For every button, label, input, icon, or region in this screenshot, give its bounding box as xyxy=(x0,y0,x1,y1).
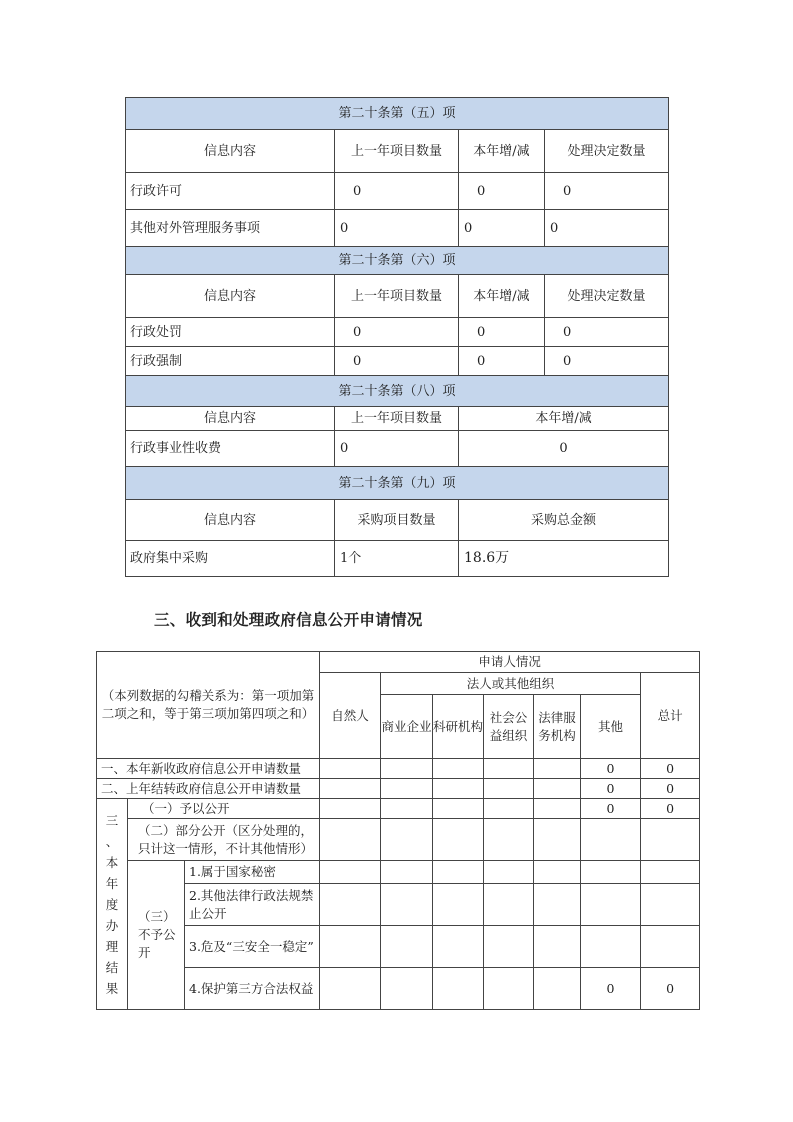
legal-org-header: 法人或其他组织 xyxy=(381,673,641,695)
cell-value: 0 xyxy=(545,173,669,210)
table-row xyxy=(97,968,700,1010)
cell-value xyxy=(581,819,641,861)
cell-value: 18.6万 xyxy=(459,541,669,577)
column-header: 上一年项目数量 xyxy=(335,130,459,173)
cell-value xyxy=(433,926,484,968)
cell-value xyxy=(534,884,581,926)
cell-value xyxy=(484,861,534,884)
cell-value xyxy=(581,884,641,926)
table-row xyxy=(97,884,700,926)
column-header: 信息内容 xyxy=(126,275,335,318)
result-group-text: 三 、 本 年 度 办 理 结 果 xyxy=(105,812,119,996)
cell-value: 0 xyxy=(581,968,641,1010)
header-row xyxy=(126,130,669,173)
cell-value: 1个 xyxy=(335,541,459,577)
column-header: 本年增/减 xyxy=(459,407,669,431)
cell-value xyxy=(581,861,641,884)
cell-value xyxy=(381,799,433,819)
cell-value xyxy=(534,759,581,779)
column-header: 采购项目数量 xyxy=(335,500,459,541)
table-row xyxy=(97,819,700,861)
row-label: 3.危及“三安全一稳定” xyxy=(185,926,320,968)
cell-value: 0 xyxy=(459,347,545,376)
cell-value xyxy=(320,819,381,861)
table-row xyxy=(126,541,669,577)
cell-value: 0 xyxy=(581,799,641,819)
row-label: （一）予以公开 xyxy=(128,799,320,819)
column-header: 信息内容 xyxy=(126,130,335,173)
column-header: 处理决定数量 xyxy=(545,130,669,173)
section-title-row xyxy=(126,467,669,500)
column-header: 处理决定数量 xyxy=(545,275,669,318)
cell-value xyxy=(381,759,433,779)
cell-value xyxy=(534,799,581,819)
cell-value xyxy=(641,861,700,884)
column-header: 信息内容 xyxy=(126,500,335,541)
cell-value xyxy=(534,779,581,799)
org-col-header: 其他 xyxy=(581,695,641,759)
cell-value xyxy=(433,759,484,779)
cell-value xyxy=(320,799,381,819)
header-row xyxy=(126,275,669,318)
cell-value: 0 xyxy=(545,347,669,376)
cell-value: 0 xyxy=(545,318,669,347)
cell-value xyxy=(484,819,534,861)
cell-value xyxy=(320,884,381,926)
cell-value xyxy=(534,861,581,884)
cell-value xyxy=(484,799,534,819)
org-col-header: 法律服务机构 xyxy=(534,695,581,759)
table-row xyxy=(126,431,669,467)
cell-value xyxy=(381,926,433,968)
cell-value: 0 xyxy=(581,779,641,799)
cell-value: 0 xyxy=(459,173,545,210)
cell-value xyxy=(534,819,581,861)
cell-value: 0 xyxy=(335,431,459,467)
column-header: 本年增/减 xyxy=(459,130,545,173)
natural-person-header: 自然人 xyxy=(320,673,381,759)
table-row xyxy=(126,173,669,210)
column-header: 上一年项目数量 xyxy=(335,275,459,318)
row-label: 行政强制 xyxy=(126,347,335,376)
org-col-header: 社会公益组织 xyxy=(484,695,534,759)
header-row xyxy=(126,500,669,541)
row-label: 二、上年结转政府信息公开申请数量 xyxy=(97,779,320,799)
org-col-header: 商业企业 xyxy=(381,695,433,759)
cell-value: 0 xyxy=(335,173,459,210)
note-cell: （本列数据的勾稽关系为：第一项加第二项之和，等于第三项加第四项之和） xyxy=(97,652,320,759)
cell-value xyxy=(433,779,484,799)
table-row xyxy=(97,926,700,968)
cell-value xyxy=(320,926,381,968)
table-row xyxy=(97,652,700,673)
cell-value xyxy=(381,819,433,861)
cell-value xyxy=(381,779,433,799)
row-label: 行政处罚 xyxy=(126,318,335,347)
section-title: 第二十条第（九）项 xyxy=(126,467,669,500)
cell-value: 0 xyxy=(641,759,700,779)
cell-value xyxy=(484,779,534,799)
cell-value: 0 xyxy=(641,968,700,1010)
cell-value xyxy=(484,968,534,1010)
column-header: 采购总金额 xyxy=(459,500,669,541)
table-row xyxy=(97,799,700,819)
cell-value xyxy=(320,861,381,884)
disclosure-items-table xyxy=(125,97,669,577)
cell-value xyxy=(433,819,484,861)
row-label: 其他对外管理服务事项 xyxy=(126,210,335,247)
cell-value: 0 xyxy=(641,799,700,819)
org-col-header: 科研机构 xyxy=(433,695,484,759)
column-header: 上一年项目数量 xyxy=(335,407,459,431)
no-disclosure-group: （三）不予公开 xyxy=(128,861,185,1010)
row-label: 行政许可 xyxy=(126,173,335,210)
cell-value: 0 xyxy=(545,210,669,247)
cell-value xyxy=(641,819,700,861)
cell-value xyxy=(484,884,534,926)
result-group-label xyxy=(97,799,128,1010)
section-title: 第二十条第（八）项 xyxy=(126,376,669,407)
table-row xyxy=(126,347,669,376)
row-label: 一、本年新收政府信息公开申请数量 xyxy=(97,759,320,779)
cell-value xyxy=(433,968,484,1010)
cell-value: 0 xyxy=(459,210,545,247)
cell-value xyxy=(641,926,700,968)
row-label: 1.属于国家秘密 xyxy=(185,861,320,884)
section-title-row xyxy=(126,247,669,275)
cell-value xyxy=(320,968,381,1010)
cell-value: 0 xyxy=(641,779,700,799)
table-row xyxy=(97,779,700,799)
cell-value: 0 xyxy=(581,759,641,779)
cell-value xyxy=(381,968,433,1010)
cell-value xyxy=(484,759,534,779)
cell-value xyxy=(484,926,534,968)
row-label: 2.其他法律行政法规禁止公开 xyxy=(185,884,320,926)
header-row xyxy=(126,407,669,431)
row-label: 4.保护第三方合法权益 xyxy=(185,968,320,1010)
total-header: 总计 xyxy=(641,673,700,759)
table-row xyxy=(126,210,669,247)
table-row xyxy=(126,318,669,347)
section-title: 第二十条第（五）项 xyxy=(126,98,669,130)
section-title-row xyxy=(126,98,669,130)
column-header: 信息内容 xyxy=(126,407,335,431)
cell-value xyxy=(320,779,381,799)
cell-value xyxy=(581,926,641,968)
cell-value xyxy=(641,884,700,926)
cell-value xyxy=(320,759,381,779)
section-title: 第二十条第（六）项 xyxy=(126,247,669,275)
application-statistics-table xyxy=(96,651,700,1010)
table-row xyxy=(97,861,700,884)
cell-value xyxy=(534,926,581,968)
cell-value xyxy=(381,861,433,884)
section-heading: 三、收到和处理政府信息公开申请情况 xyxy=(154,611,423,629)
cell-value xyxy=(534,968,581,1010)
row-label: （二）部分公开（区分处理的，只计这一情形，不计其他情形） xyxy=(128,819,320,861)
cell-value: 0 xyxy=(335,210,459,247)
cell-value: 0 xyxy=(335,318,459,347)
section-title-row xyxy=(126,376,669,407)
table-row xyxy=(97,759,700,779)
cell-value xyxy=(433,884,484,926)
cell-value xyxy=(433,861,484,884)
row-label: 政府集中采购 xyxy=(126,541,335,577)
cell-value: 0 xyxy=(459,431,669,467)
cell-value: 0 xyxy=(335,347,459,376)
cell-value xyxy=(433,799,484,819)
applicant-header: 申请人情况 xyxy=(320,652,700,673)
column-header: 本年增/减 xyxy=(459,275,545,318)
cell-value: 0 xyxy=(459,318,545,347)
cell-value xyxy=(381,884,433,926)
row-label: 行政事业性收费 xyxy=(126,431,335,467)
